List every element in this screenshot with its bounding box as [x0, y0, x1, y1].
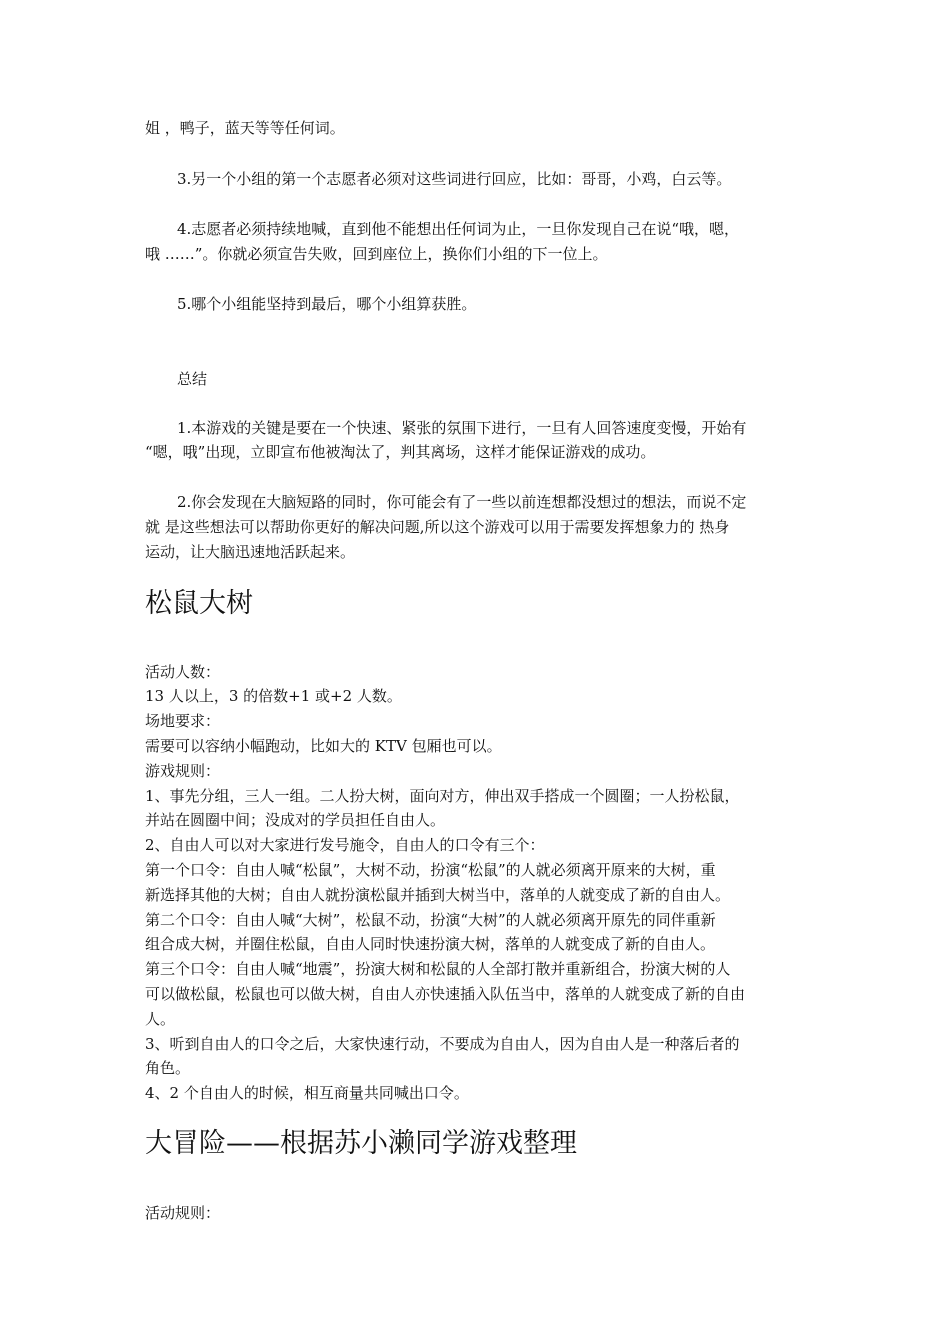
venue-label: 场地要求：: [145, 712, 221, 730]
command2-line1: 第二个口令：自由人喊“大树”，松鼠不动，扮演“大树”的人就必须离开原先的同伴重新: [145, 911, 716, 929]
rule2-text: 2、自由人可以对大家进行发号施令，自由人的口令有三个：: [145, 836, 545, 854]
command3-line2: 可以做松鼠，松鼠也可以做大树，自由人亦快速插入队伍当中，落单的人就变成了新的自由: [145, 985, 746, 1003]
rule4-text: 4、2 个自由人的时候，相互商量共同喊出口令。: [145, 1084, 469, 1102]
section-title-adventure: 大冒险——根据苏小濑同学游戏整理: [145, 1128, 577, 1159]
rules-label: 游戏规则：: [145, 762, 221, 780]
command3-line1: 第三个口令：自由人喊“地震”，扮演大树和松鼠的人全部打散并重新组合，扮演大树的人: [145, 960, 731, 978]
item5-text: 5.哪个小组能坚持到最后，哪个小组算获胜。: [177, 295, 477, 313]
section-title-squirrel-tree: 松鼠大树: [145, 588, 253, 619]
item2-continuation: 姐 ，鸭子，蓝天等等任何词。: [145, 119, 345, 137]
rule1-line2: 并站在圆圈中间；没成对的学员担任自由人。: [145, 811, 446, 829]
summary-heading: 总结: [177, 370, 208, 388]
summary2-line2: 就 是这些想法可以帮助你更好的解决问题,所以这个游戏可以用于需要发挥想象力的 热身: [145, 518, 730, 536]
venue-value: 需要可以容纳小幅跑动，比如大的 KTV 包厢也可以。: [145, 737, 502, 755]
command1-line2: 新选择其他的大树；自由人就扮演松鼠并插到大树当中，落单的人就变成了新的自由人。: [145, 886, 731, 904]
participants-value: 13 人以上，3 的倍数+1 或+2 人数。: [145, 687, 402, 705]
summary1-line1: 1.本游戏的关键是要在一个快速、紧张的氛围下进行，一旦有人回答速度变慢，开始有: [177, 419, 747, 437]
command2-line2: 组合成大树，并圈住松鼠，自由人同时快速扮演大树，落单的人就变成了新的自由人。: [145, 935, 716, 953]
item4-text-line1: 4.志愿者必须持续地喊，直到他不能想出任何词为止，一旦你发现自己在说“哦，嗯，: [177, 220, 739, 238]
item3-text: 3.另一个小组的第一个志愿者必须对这些词进行回应，比如：哥哥，小鸡，白云等。: [177, 170, 732, 188]
command1-line1: 第一个口令：自由人喊“松鼠”，大树不动，扮演“松鼠”的人就必须离开原来的大树，重: [145, 861, 716, 879]
rule3-line1: 3、听到自由人的口令之后，大家快速行动，不要成为自由人，因为自由人是一种落后者的: [145, 1035, 740, 1053]
adventure-rules-label: 活动规则：: [145, 1204, 221, 1222]
summary2-line3: 运动，让大脑迅速地活跃起来。: [145, 543, 356, 561]
rule3-line2: 角色。: [145, 1059, 191, 1077]
command3-line3: 人。: [145, 1010, 176, 1028]
item4-text-line2: 哦 ……”。你就必须宣告失败，回到座位上，换你们小组的下一位上。: [145, 245, 608, 263]
rule1-line1: 1、事先分组，三人一组。二人扮大树，面向对方，伸出双手搭成一个圆圈；一人扮松鼠，: [145, 787, 740, 805]
summary1-line2: “嗯，哦”出现，立即宣布他被淘汰了，判其离场，这样才能保证游戏的成功。: [145, 443, 656, 461]
participants-label: 活动人数：: [145, 663, 221, 681]
summary2-line1: 2.你会发现在大脑短路的同时，你可能会有了一些以前连想都没想过的想法，而说不定: [177, 493, 747, 511]
